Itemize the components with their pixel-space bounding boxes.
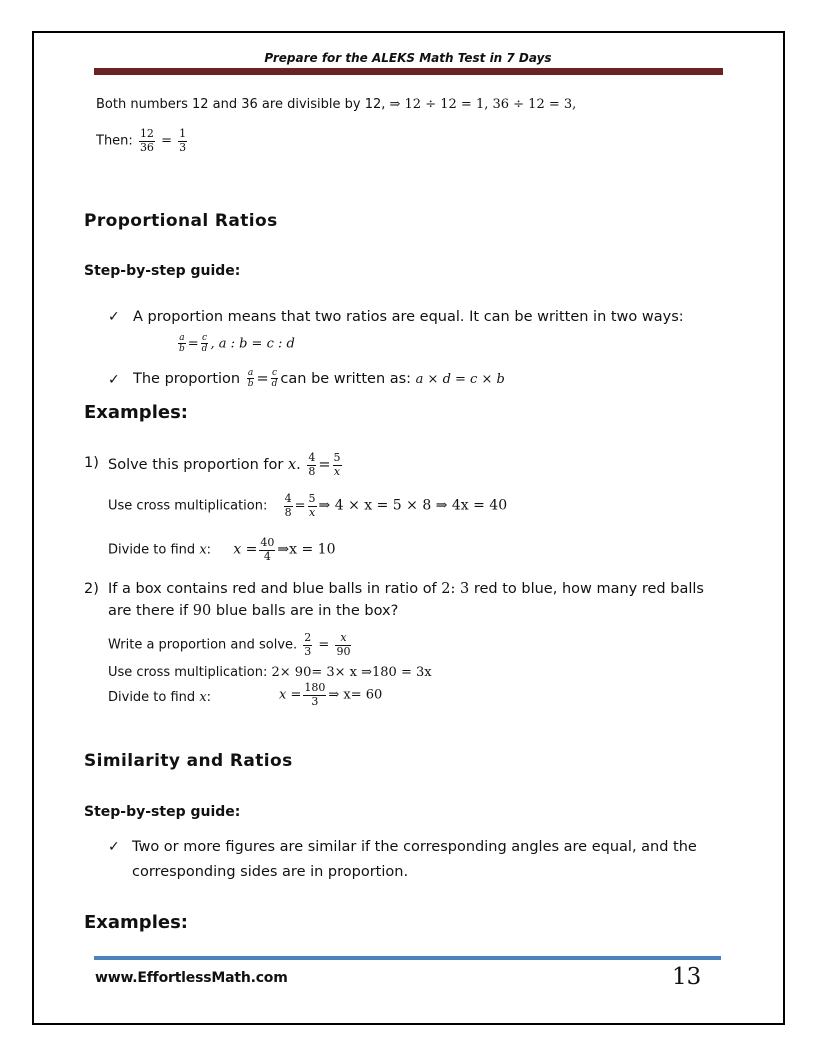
example-2-question-line-1: If a box contains red and blue balls in ratio of 2: 3 red to blue, how many red balls [108,581,704,597]
running-header: Prepare for the ALEKS Math Test in 7 Days [264,51,552,65]
example-2-step-1: Write a proportion and solve. $\frac{2}{3}$ = $\frac{x}{90}$ [108,631,351,658]
example-2-step-3-label: Divide to find x: [108,690,212,705]
bullet-similarity-line-1: Two or more figures are similar if the corresponding angles are equal, and the [132,839,697,855]
fraction-a-b: $\frac{a}{b}$ [247,368,254,390]
example-2-question-line-2: are there if 90 blue balls are in the box? [108,603,399,619]
fraction-4-8: $\frac{4}{8}$ [308,451,316,478]
fraction-4-8: $\frac{4}{8}$ [284,492,292,519]
intro-text: Both numbers 12 and 36 are divisible by 12, [96,97,390,112]
bullet-similarity-line-2: corresponding sides are in proportion. [132,864,409,880]
fraction-5-x: $\frac{5}{x}$ [333,451,341,478]
checkmark-icon: ✓ [108,309,120,325]
section-title-similarity-ratios: Similarity and Ratios [84,751,293,771]
fraction-c-d: $\frac{c}{d}$ [201,333,208,355]
fraction-a-b: $\frac{a}{b}$ [179,333,185,355]
website-link[interactable]: www.EffortlessMath.com [95,970,288,986]
intro-then-line: Then: $\frac{12}{36}$ = $\frac{1}{3}$ [96,127,187,154]
fraction-40-4: $\frac{40}{4}$ [260,536,275,563]
example-2-number: 2) [84,581,99,597]
example-1-question: Solve this proportion for x. $\frac{4}{8}$ = $\frac{5}{x}$ [108,451,341,478]
fraction-2-3: $\frac{2}{3}$ [304,631,312,658]
step-guide-heading: Step-by-step guide: [84,263,241,279]
fraction-x-90: $\frac{x}{90}$ [336,631,351,658]
header-divider [94,68,723,75]
example-2-step-2: Use cross multiplication: 2× 90= 3× x ⇒180 = 3x [108,665,432,680]
intro-line [96,97,576,112]
bullet-cross-product: The proportion $\frac{a}{b}$ = $\frac{c}{d}$ can be written as: a × d = c × b [133,368,505,390]
examples-heading: Examples: [84,402,188,423]
checkmark-icon: ✓ [108,372,120,388]
examples-heading: Examples: [84,912,188,933]
then-label: Then: [96,133,137,149]
fraction-180-3: $\frac{180}{3}$ [304,681,326,708]
fraction-c-d: $\frac{c}{d}$ [271,368,278,390]
fraction-5-x: $\frac{5}{x}$ [308,492,316,519]
example-1-step-1: Use cross multiplication: $\frac{4}{8}$ = $\frac{5}{x}$ ⇒ 4 × x = 5 × 8 ⇒ 4x = 40 [108,492,508,519]
checkmark-icon: ✓ [108,839,120,855]
example-1-number: 1) [84,455,99,471]
step-guide-heading: Step-by-step guide: [84,804,241,820]
intro-math: ⇒ 12 ÷ 12 = 1, 36 ÷ 12 = 3, [389,97,577,112]
proportion-forms: $\frac{a}{b}$ = $\frac{c}{d}$ , a : b = c : d [179,333,295,355]
section-title-proportional-ratios: Proportional Ratios [84,211,278,231]
fraction-1-3: $\frac{1}{3}$ [179,127,187,154]
page-number: 13 [672,964,702,990]
footer-divider [94,956,721,960]
fraction-12-36: $\frac{12}{36}$ [139,127,154,154]
example-1-step-2: Divide to find x: x = $\frac{40}{4}$ ⇒x = 10 [108,536,336,563]
example-2-step-3-math: x = $\frac{180}{3}$ ⇒ x= 60 [279,681,383,708]
bullet-proportion-definition: A proportion means that two ratios are equal. It can be written in two ways: [133,309,684,325]
